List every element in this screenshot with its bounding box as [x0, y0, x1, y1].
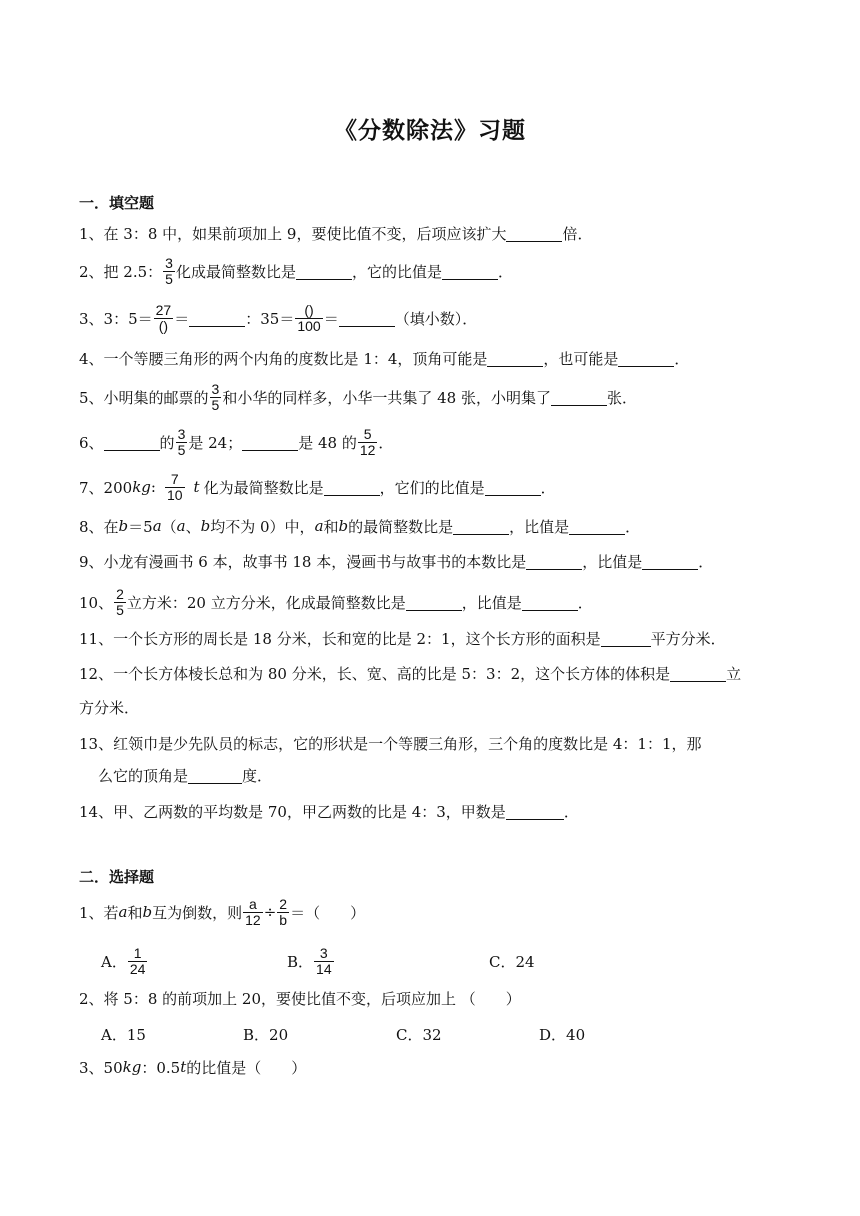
- divide-sign: ÷: [263, 903, 277, 921]
- answer-blank[interactable]: [442, 263, 498, 280]
- question-text: 13、红领巾是少先队员的标志，它的形状是一个等腰三角形，三个角的度数比是 4：1：1，那: [79, 734, 702, 753]
- question-text: ，也可能是: [543, 349, 619, 368]
- option-c[interactable]: C．24: [489, 952, 535, 971]
- variable-b: b: [118, 517, 129, 535]
- answer-blank[interactable]: [296, 263, 352, 280]
- option-label: A．: [101, 952, 127, 971]
- fraction: $\frac{2}{b}$: [279, 895, 288, 928]
- answer-blank[interactable]: [670, 665, 726, 682]
- unit-kg: kg: [122, 1058, 142, 1076]
- question-14: [79, 796, 579, 826]
- question-text: ．: [577, 593, 593, 612]
- question-text: 的: [159, 433, 175, 452]
- question-text: （: [161, 517, 177, 536]
- question-text: 方分米．: [79, 698, 140, 717]
- option-a[interactable]: [101, 943, 148, 979]
- variable-a: a: [152, 517, 162, 535]
- question-text: 12、一个长方体棱长总和为 80 分米，长、宽、高的比是 5：3：2，这个长方体的体积是: [79, 664, 671, 683]
- variable-b: b: [338, 517, 349, 535]
- question-text: 2、将 5：8 的前项加上 20，要使比值不变，后项应加上 （ ）: [79, 989, 521, 1008]
- answer-blank[interactable]: [189, 310, 245, 327]
- question-text: 10、: [79, 593, 114, 612]
- question-12: [79, 658, 741, 688]
- question-text: 和: [127, 903, 143, 922]
- answer-blank[interactable]: [642, 553, 698, 570]
- variable-b: b: [200, 517, 211, 535]
- option-a[interactable]: A．15: [101, 1025, 146, 1044]
- option-b[interactable]: B．20: [243, 1025, 289, 1044]
- question-text: 8、在: [79, 517, 119, 536]
- fraction: $\frac{()}{100}$: [297, 301, 321, 334]
- answer-blank[interactable]: [551, 389, 607, 406]
- answer-blank[interactable]: [485, 479, 541, 496]
- question-text: 1、若: [79, 903, 119, 922]
- question-text: ，比值是: [461, 593, 522, 612]
- question-text: 立: [726, 664, 742, 683]
- fraction: $\frac{27}{()}$: [155, 301, 172, 334]
- variable-b: b: [142, 903, 153, 921]
- choice-question-3: [79, 1052, 306, 1082]
- question-text: ．: [625, 517, 641, 536]
- fraction: $\frac{5}{12}$: [359, 425, 376, 458]
- question-text: ，它们的比值是: [379, 478, 485, 497]
- answer-blank[interactable]: [526, 553, 582, 570]
- option-b[interactable]: [287, 943, 335, 979]
- question-text: ：35＝: [245, 309, 295, 328]
- unit-t: t: [193, 478, 200, 496]
- question-12-cont: [79, 692, 139, 722]
- answer-blank[interactable]: [104, 434, 160, 451]
- question-text: 的比值是（ ）: [186, 1058, 307, 1077]
- answer-blank[interactable]: [339, 310, 395, 327]
- question-text: 互为倒数，则: [152, 903, 243, 922]
- question-9: [79, 546, 713, 576]
- question-10: [79, 587, 593, 617]
- unit-kg: kg: [132, 478, 151, 496]
- question-text: 9、小龙有漫画书 6 本，故事书 18 本，漫画书与故事书的本数比是: [79, 552, 527, 571]
- question-2: [79, 256, 513, 286]
- question-text: 11、一个长方形的周长是 18 分米，长和宽的比是 2：1，这个长方形的面积是: [79, 629, 601, 648]
- question-text: ．: [378, 433, 394, 452]
- answer-blank[interactable]: [522, 594, 578, 611]
- question-text: 、: [185, 517, 201, 536]
- fraction: $\frac{3}{5}$: [211, 380, 220, 413]
- question-text: ，它的比值是: [351, 262, 442, 281]
- question-text: 7、200: [79, 478, 133, 497]
- variable-a: a: [176, 517, 186, 535]
- question-text: 么它的顶角是: [98, 766, 189, 785]
- variable-a: a: [118, 903, 128, 921]
- question-text: 度．: [242, 766, 273, 785]
- question-text: ＝（ ）: [290, 903, 366, 922]
- question-text: 倍．: [562, 224, 593, 243]
- question-text: ．: [698, 552, 714, 571]
- question-text: ＝: [174, 309, 190, 328]
- question-text: 和: [323, 517, 339, 536]
- question-text: 化成最简整数比是: [175, 262, 296, 281]
- question-7: [79, 472, 556, 502]
- choice-question-1: [79, 897, 365, 927]
- question-text: ．: [563, 802, 579, 821]
- answer-blank[interactable]: [506, 803, 564, 820]
- page-title: 《分数除法》习题: [334, 117, 526, 144]
- question-8: [79, 511, 640, 541]
- answer-blank[interactable]: [242, 434, 298, 451]
- question-text: 平方分米．: [650, 629, 726, 648]
- answer-blank[interactable]: [188, 767, 242, 784]
- question-text: ，比值是: [582, 552, 643, 571]
- question-text: 14、甲、乙两数的平均数是 70，甲乙两数的比是 4：3，甲数是: [79, 802, 506, 821]
- question-text: 6、: [79, 433, 104, 452]
- question-6: [79, 427, 393, 457]
- question-text: 均不为 0）中，: [210, 517, 315, 536]
- question-text: 2、把 2.5：: [79, 262, 163, 281]
- fraction: $\frac{2}{5}$: [116, 585, 124, 618]
- question-text: 1、在 3：8 中，如果前项加上 9，要使比值不变，后项应该扩大: [79, 224, 507, 243]
- question-text: 3、3：5＝: [79, 309, 153, 328]
- section-heading-fill-blank: 一．填空题: [79, 194, 155, 212]
- question-text: ．: [540, 478, 556, 497]
- question-text: 和小华的同样多，小华一共集了 48 张，小明集了: [222, 388, 551, 407]
- fraction: $\frac{3}{5}$: [177, 425, 186, 458]
- option-label: B．: [287, 952, 314, 971]
- variable-a: a: [314, 517, 324, 535]
- question-5: [79, 382, 637, 412]
- question-text: ．: [498, 262, 514, 281]
- unit-t: t: [180, 1058, 187, 1076]
- answer-blank[interactable]: [601, 630, 651, 647]
- answer-blank[interactable]: [324, 479, 380, 496]
- option-c[interactable]: C．32: [396, 1025, 442, 1044]
- question-text: ：0.5: [141, 1058, 181, 1077]
- question-text: （填小数）．: [394, 309, 478, 328]
- question-4: [79, 343, 689, 373]
- question-text: 是 24；: [188, 433, 243, 452]
- question-11: [79, 623, 726, 653]
- question-text: 是 48 的: [298, 433, 357, 452]
- fraction: $\frac{3}{14}$: [316, 944, 332, 977]
- question-text: 4、一个等腰三角形的两个内角的度数比是 1：4，顶角可能是: [79, 349, 488, 368]
- question-text: 3、50: [79, 1058, 123, 1077]
- question-text: 的最简整数比是: [348, 517, 454, 536]
- fraction: $\frac{3}{5}$: [165, 254, 173, 287]
- question-text: :: [150, 478, 156, 496]
- option-d[interactable]: D．40: [539, 1025, 586, 1044]
- fraction: $\frac{1}{24}$: [129, 944, 146, 977]
- fraction: $\frac{a}{12}$: [245, 895, 261, 928]
- question-text: 化为最简整数比是: [203, 478, 324, 497]
- answer-blank[interactable]: [618, 350, 674, 367]
- question-text: ．: [674, 349, 690, 368]
- section-heading-choice: 二．选择题: [79, 868, 155, 886]
- question-1: [79, 218, 593, 248]
- answer-blank[interactable]: [487, 350, 543, 367]
- question-text: ＝: [323, 309, 339, 328]
- question-text: ，比值是: [509, 517, 570, 536]
- question-text: 立方米：20 立方分米，化成最简整数比是: [126, 593, 406, 612]
- choice-question-2: [79, 983, 521, 1013]
- question-text: 5、小明集的邮票的: [79, 388, 209, 407]
- answer-blank[interactable]: [453, 518, 509, 535]
- answer-blank[interactable]: [406, 594, 462, 611]
- question-3: [79, 303, 477, 333]
- question-13-cont: [98, 760, 272, 790]
- question-text: ＝5: [128, 517, 153, 536]
- answer-blank[interactable]: [506, 225, 562, 242]
- question-13: [79, 728, 702, 758]
- question-text: 张．: [606, 388, 637, 407]
- answer-blank[interactable]: [569, 518, 625, 535]
- fraction: $\frac{7}{10}$: [166, 470, 183, 503]
